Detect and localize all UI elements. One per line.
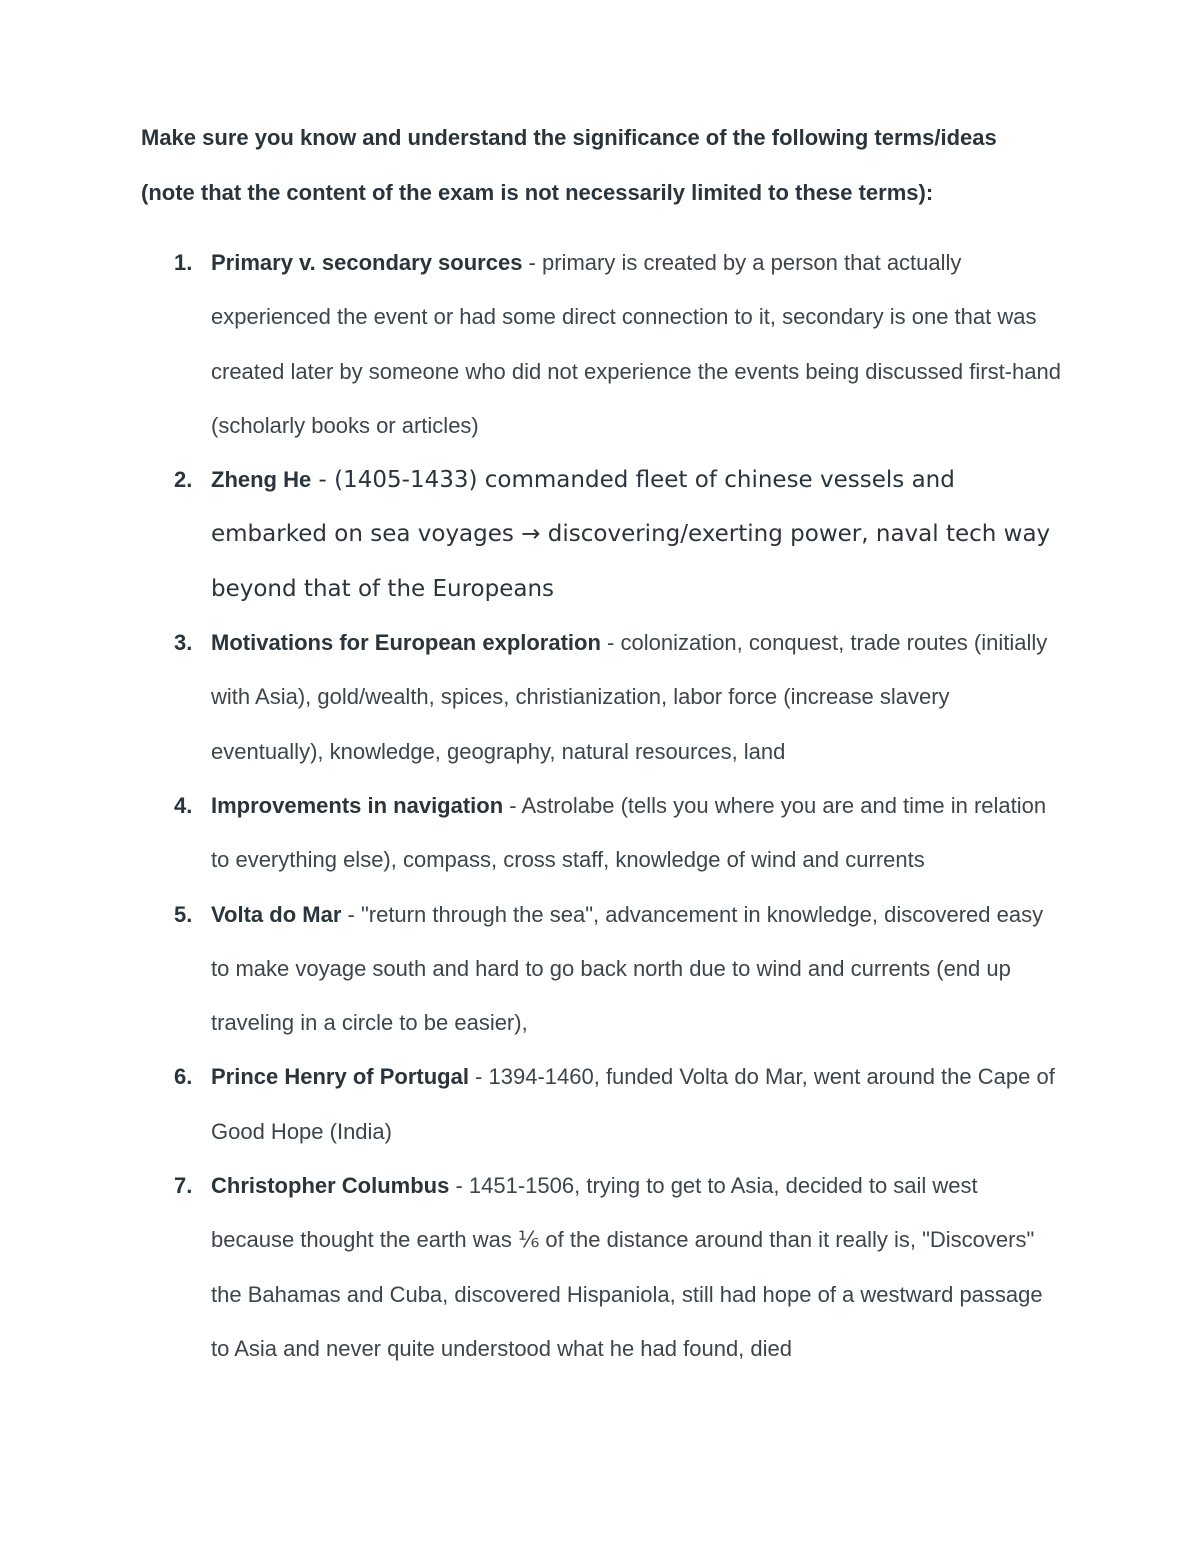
item-number: 1.	[174, 250, 193, 275]
item-number: 2.	[174, 467, 193, 493]
term-title: Christopher Columbus	[211, 1173, 450, 1199]
intro-heading	[141, 110, 1081, 220]
intro-line-1: Make sure you know and understand the significance of the following terms/ideas	[141, 125, 997, 150]
list-item	[0, 1159, 1061, 1376]
term-description: - primary is created by a person that actually experienced the event or had some direct connection to it, secondary is one that was created later by someone who did not experience the events being discussed first-hand (scholarly books or articles)	[211, 250, 1061, 438]
list-item	[0, 1050, 1061, 1159]
term-title: Zheng He	[211, 467, 312, 493]
list-item	[0, 453, 1061, 616]
term-title: Prince Henry of Portugal	[211, 1064, 469, 1090]
list-item	[0, 616, 1061, 779]
term-title: Primary v. secondary sources	[211, 250, 523, 275]
list-item	[0, 888, 1061, 1051]
term-description: - colonization, conquest, trade routes (initially with Asia), gold/wealth, spices, christianization, labor force (increase slavery eventually), knowledge, geography, natural resources, land	[211, 630, 1048, 764]
term-title: Volta do Mar	[211, 901, 342, 927]
term-description: - "return through the sea", advancement in knowledge, discovered easy to make voyage south and hard to go back north due to wind and currents (end up traveling in a circle to be easier),	[211, 901, 1044, 1036]
list-item	[0, 779, 1061, 888]
term-description: - 1394-1460, funded Volta do Mar, went around the Cape of Good Hope (India)	[211, 1064, 1055, 1144]
list-item	[0, 236, 1061, 453]
item-number: 3.	[174, 630, 193, 656]
term-title: Motivations for European exploration	[211, 630, 601, 656]
intro-line-2: (note that the content of the exam is not necessarily limited to these terms):	[141, 180, 934, 205]
term-description: - 1451-1506, trying to get to Asia, decided to sail west because thought the earth was ⅙ of the distance around than it really is, "Discovers" the Bahamas and Cuba, discovered Hispaniola, still had hope of a westward passage to Asia and never quite understood what he had found, died	[211, 1173, 1043, 1361]
item-number: 5.	[174, 901, 193, 927]
item-number: 4.	[174, 792, 193, 818]
term-description: - Astrolabe (tells you where you are and time in relation to everything else), compass, cross staff, knowledge of wind and currents	[211, 792, 1047, 873]
item-number: 6.	[174, 1064, 193, 1090]
term-title: Improvements in navigation	[211, 792, 504, 818]
item-number: 7.	[174, 1173, 193, 1199]
term-description: - (1405-1433) commanded fleet of chinese vessels and embarked on sea voyages → discovering/exerting power, naval tech way beyond that of the Europeans	[211, 467, 1051, 602]
terms-list	[0, 236, 1200, 1376]
